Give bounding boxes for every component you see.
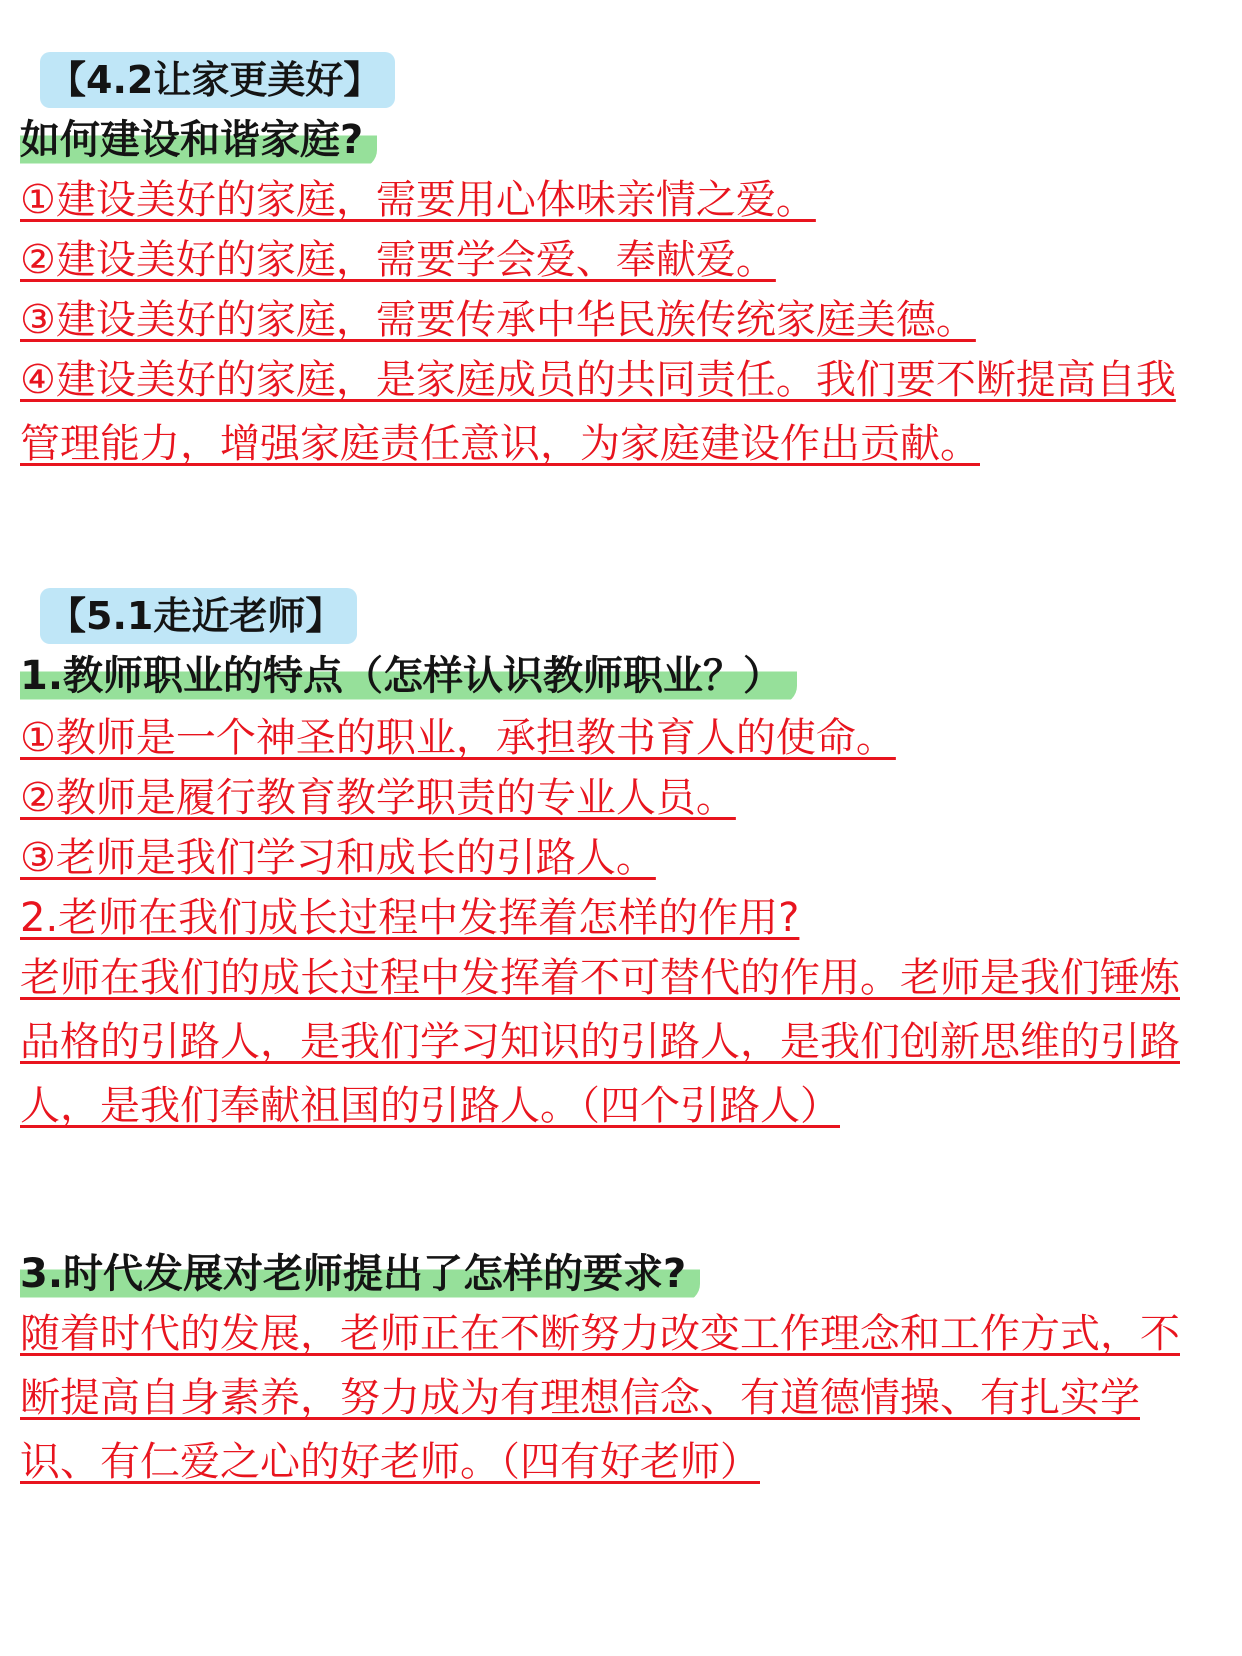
teacher-item-2: ②教师是履行教育教学职责的专业人员。 — [20, 775, 736, 821]
question-era-requirements: 3.时代发展对老师提出了怎样的要求? — [20, 1246, 700, 1302]
section-title-4-2: 【4.2让家更美好】 — [40, 52, 395, 108]
question-harmonious-family: 如何建设和谐家庭? — [20, 112, 377, 168]
answer-item-1: ①建设美好的家庭，需要用心体味亲情之爱。 — [20, 177, 816, 223]
answer-item-3: ③建设美好的家庭，需要传承中华民族传统家庭美德。 — [20, 297, 976, 343]
question-teacher-role: 2.老师在我们成长过程中发挥着怎样的作用? — [20, 895, 800, 941]
answer-teacher-role: 老师在我们的成长过程中发挥着不可替代的作用。老师是我们锤炼品格的引路人，是我们学习知识的引路人，是我们创新思维的引路人，是我们奉献祖国的引路人。（四个引路人） — [20, 955, 1180, 1129]
teacher-item-1: ①教师是一个神圣的职业，承担教书育人的使命。 — [20, 715, 896, 761]
answer-item-4: ④建设美好的家庭，是家庭成员的共同责任。我们要不断提高自我管理能力，增强家庭责任意识，为家庭建设作出贡献。 — [20, 357, 1176, 467]
teacher-item-3: ③老师是我们学习和成长的引路人。 — [20, 835, 656, 881]
answer-item-2: ②建设美好的家庭，需要学会爱、奉献爱。 — [20, 237, 776, 283]
question-teacher-profession: 1.教师职业的特点（怎样认识教师职业？） — [20, 648, 797, 704]
section-title-5-1: 【5.1走近老师】 — [40, 588, 357, 644]
answer-era-requirements: 随着时代的发展，老师正在不断努力改变工作理念和工作方式，不断提高自身素养，努力成为有理想信念、有道德情操、有扎实学识、有仁爱之心的好老师。（四有好老师） — [20, 1311, 1180, 1485]
